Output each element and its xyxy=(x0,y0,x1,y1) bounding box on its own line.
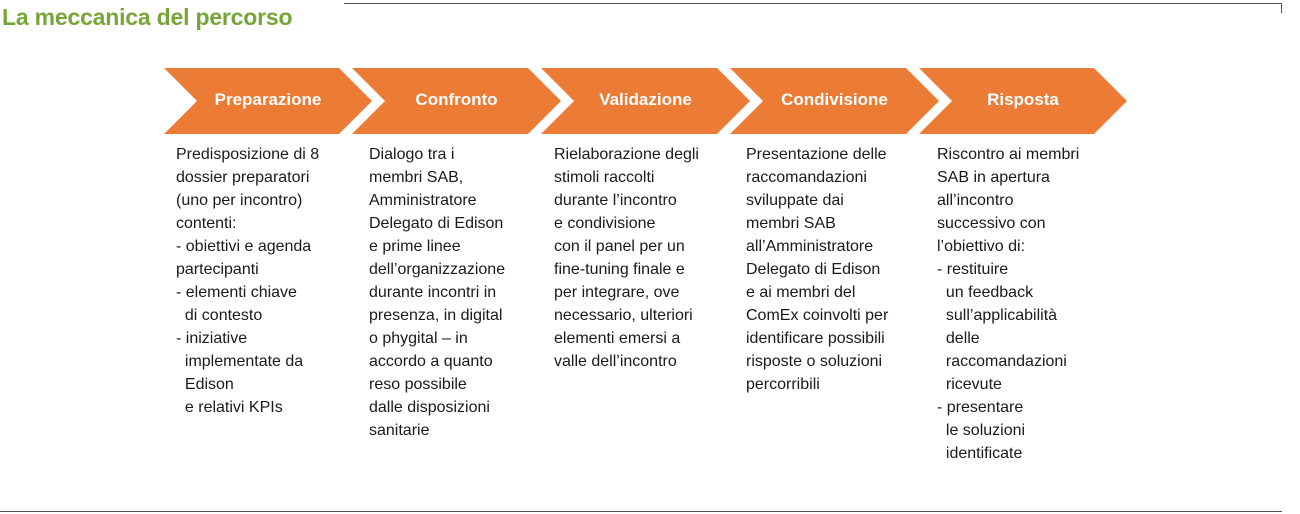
description-line: accordo a quanto xyxy=(369,353,493,370)
description-line: di contesto xyxy=(176,307,263,324)
description-line: reso possibile xyxy=(369,376,467,393)
description-line: SAB in apertura xyxy=(937,169,1050,186)
description-line: Rielaborazione degli xyxy=(554,146,699,163)
description-line: - iniziative xyxy=(176,330,248,347)
description-line: raccomandazioni xyxy=(746,169,867,186)
description-line: e condivisione xyxy=(554,215,656,232)
description-line: all’incontro xyxy=(937,192,1014,209)
description-line: Riscontro ai membri xyxy=(937,146,1080,163)
description-line: identificate xyxy=(937,445,1023,462)
description-line: delle xyxy=(937,330,980,347)
description-line: - elementi chiave xyxy=(176,284,297,301)
description-line: ComEx coinvolti per xyxy=(746,307,889,324)
step-label-preparazione: Preparazione xyxy=(214,90,322,109)
description-line: Delegato di Edison xyxy=(369,215,504,232)
description-line: dossier preparatori xyxy=(176,169,310,186)
description-line: dalle disposizioni xyxy=(369,399,490,416)
description-line: percorribili xyxy=(746,376,820,393)
description-line: durante l’incontro xyxy=(554,192,677,209)
description-line: necessario, ulteriori xyxy=(554,307,693,324)
description-line: Amministratore xyxy=(369,192,477,209)
description-line: e prime linee xyxy=(369,238,461,255)
description-line: successivo con xyxy=(937,215,1046,232)
description-line: stimoli raccolti xyxy=(554,169,655,186)
description-line: sull’applicabilità xyxy=(937,307,1058,324)
description-line: un feedback xyxy=(937,284,1034,301)
description-line: fine-tuning finale e xyxy=(554,261,685,278)
description-line: sviluppate dai xyxy=(746,192,844,209)
description-line: identificare possibili xyxy=(746,330,885,347)
description-line: membri SAB xyxy=(746,215,836,232)
description-line: e relativi KPIs xyxy=(176,399,283,416)
description-line: (uno per incontro) xyxy=(176,192,303,209)
description-line: l’obiettivo di: xyxy=(937,238,1026,255)
step-label-validazione: Validazione xyxy=(599,90,692,109)
description-line: ricevute xyxy=(937,376,1002,393)
description-line: - restituire xyxy=(937,261,1009,278)
description-line: sanitarie xyxy=(369,422,430,439)
description-line: durante incontri in xyxy=(369,284,497,301)
description-line: e ai membri del xyxy=(746,284,856,301)
description-line: - presentare xyxy=(937,399,1024,416)
description-line: le soluzioni xyxy=(937,422,1026,439)
step-label-condivisione: Condivisione xyxy=(781,90,888,109)
description-line: risposte o soluzioni xyxy=(746,353,883,370)
description-line: Edison xyxy=(176,376,234,393)
description-line: implementate da xyxy=(176,353,304,370)
step-description-preparazione xyxy=(176,143,319,419)
description-line: o phygital – in xyxy=(369,330,468,347)
step-description-risposta xyxy=(937,143,1079,465)
step-description-confronto xyxy=(369,143,505,442)
description-line: per integrare, ove xyxy=(554,284,680,301)
description-line: contenti: xyxy=(176,215,237,232)
step-description-condivisione xyxy=(746,143,888,396)
step-label-confronto: Confronto xyxy=(415,90,498,109)
description-line: Delegato di Edison xyxy=(746,261,881,278)
description-line: con il panel per un xyxy=(554,238,685,255)
description-line: presenza, in digital xyxy=(369,307,503,324)
step-description-validazione xyxy=(554,143,699,373)
description-line: partecipanti xyxy=(176,261,259,278)
description-line: Predisposizione di 8 xyxy=(176,146,320,163)
step-label-risposta: Risposta xyxy=(987,90,1059,109)
description-line: elementi emersi a xyxy=(554,330,681,347)
description-line: raccomandazioni xyxy=(937,353,1067,370)
description-line: all’Amministratore xyxy=(746,238,874,255)
description-line: valle dell’incontro xyxy=(554,353,677,370)
description-line: - obiettivi e agenda xyxy=(176,238,312,255)
description-line: Presentazione delle xyxy=(746,146,887,163)
description-line: Dialogo tra i xyxy=(369,146,455,163)
description-line: dell’organizzazione xyxy=(369,261,506,278)
page-title: La meccanica del percorso xyxy=(2,4,293,30)
description-line: membri SAB, xyxy=(369,169,464,186)
